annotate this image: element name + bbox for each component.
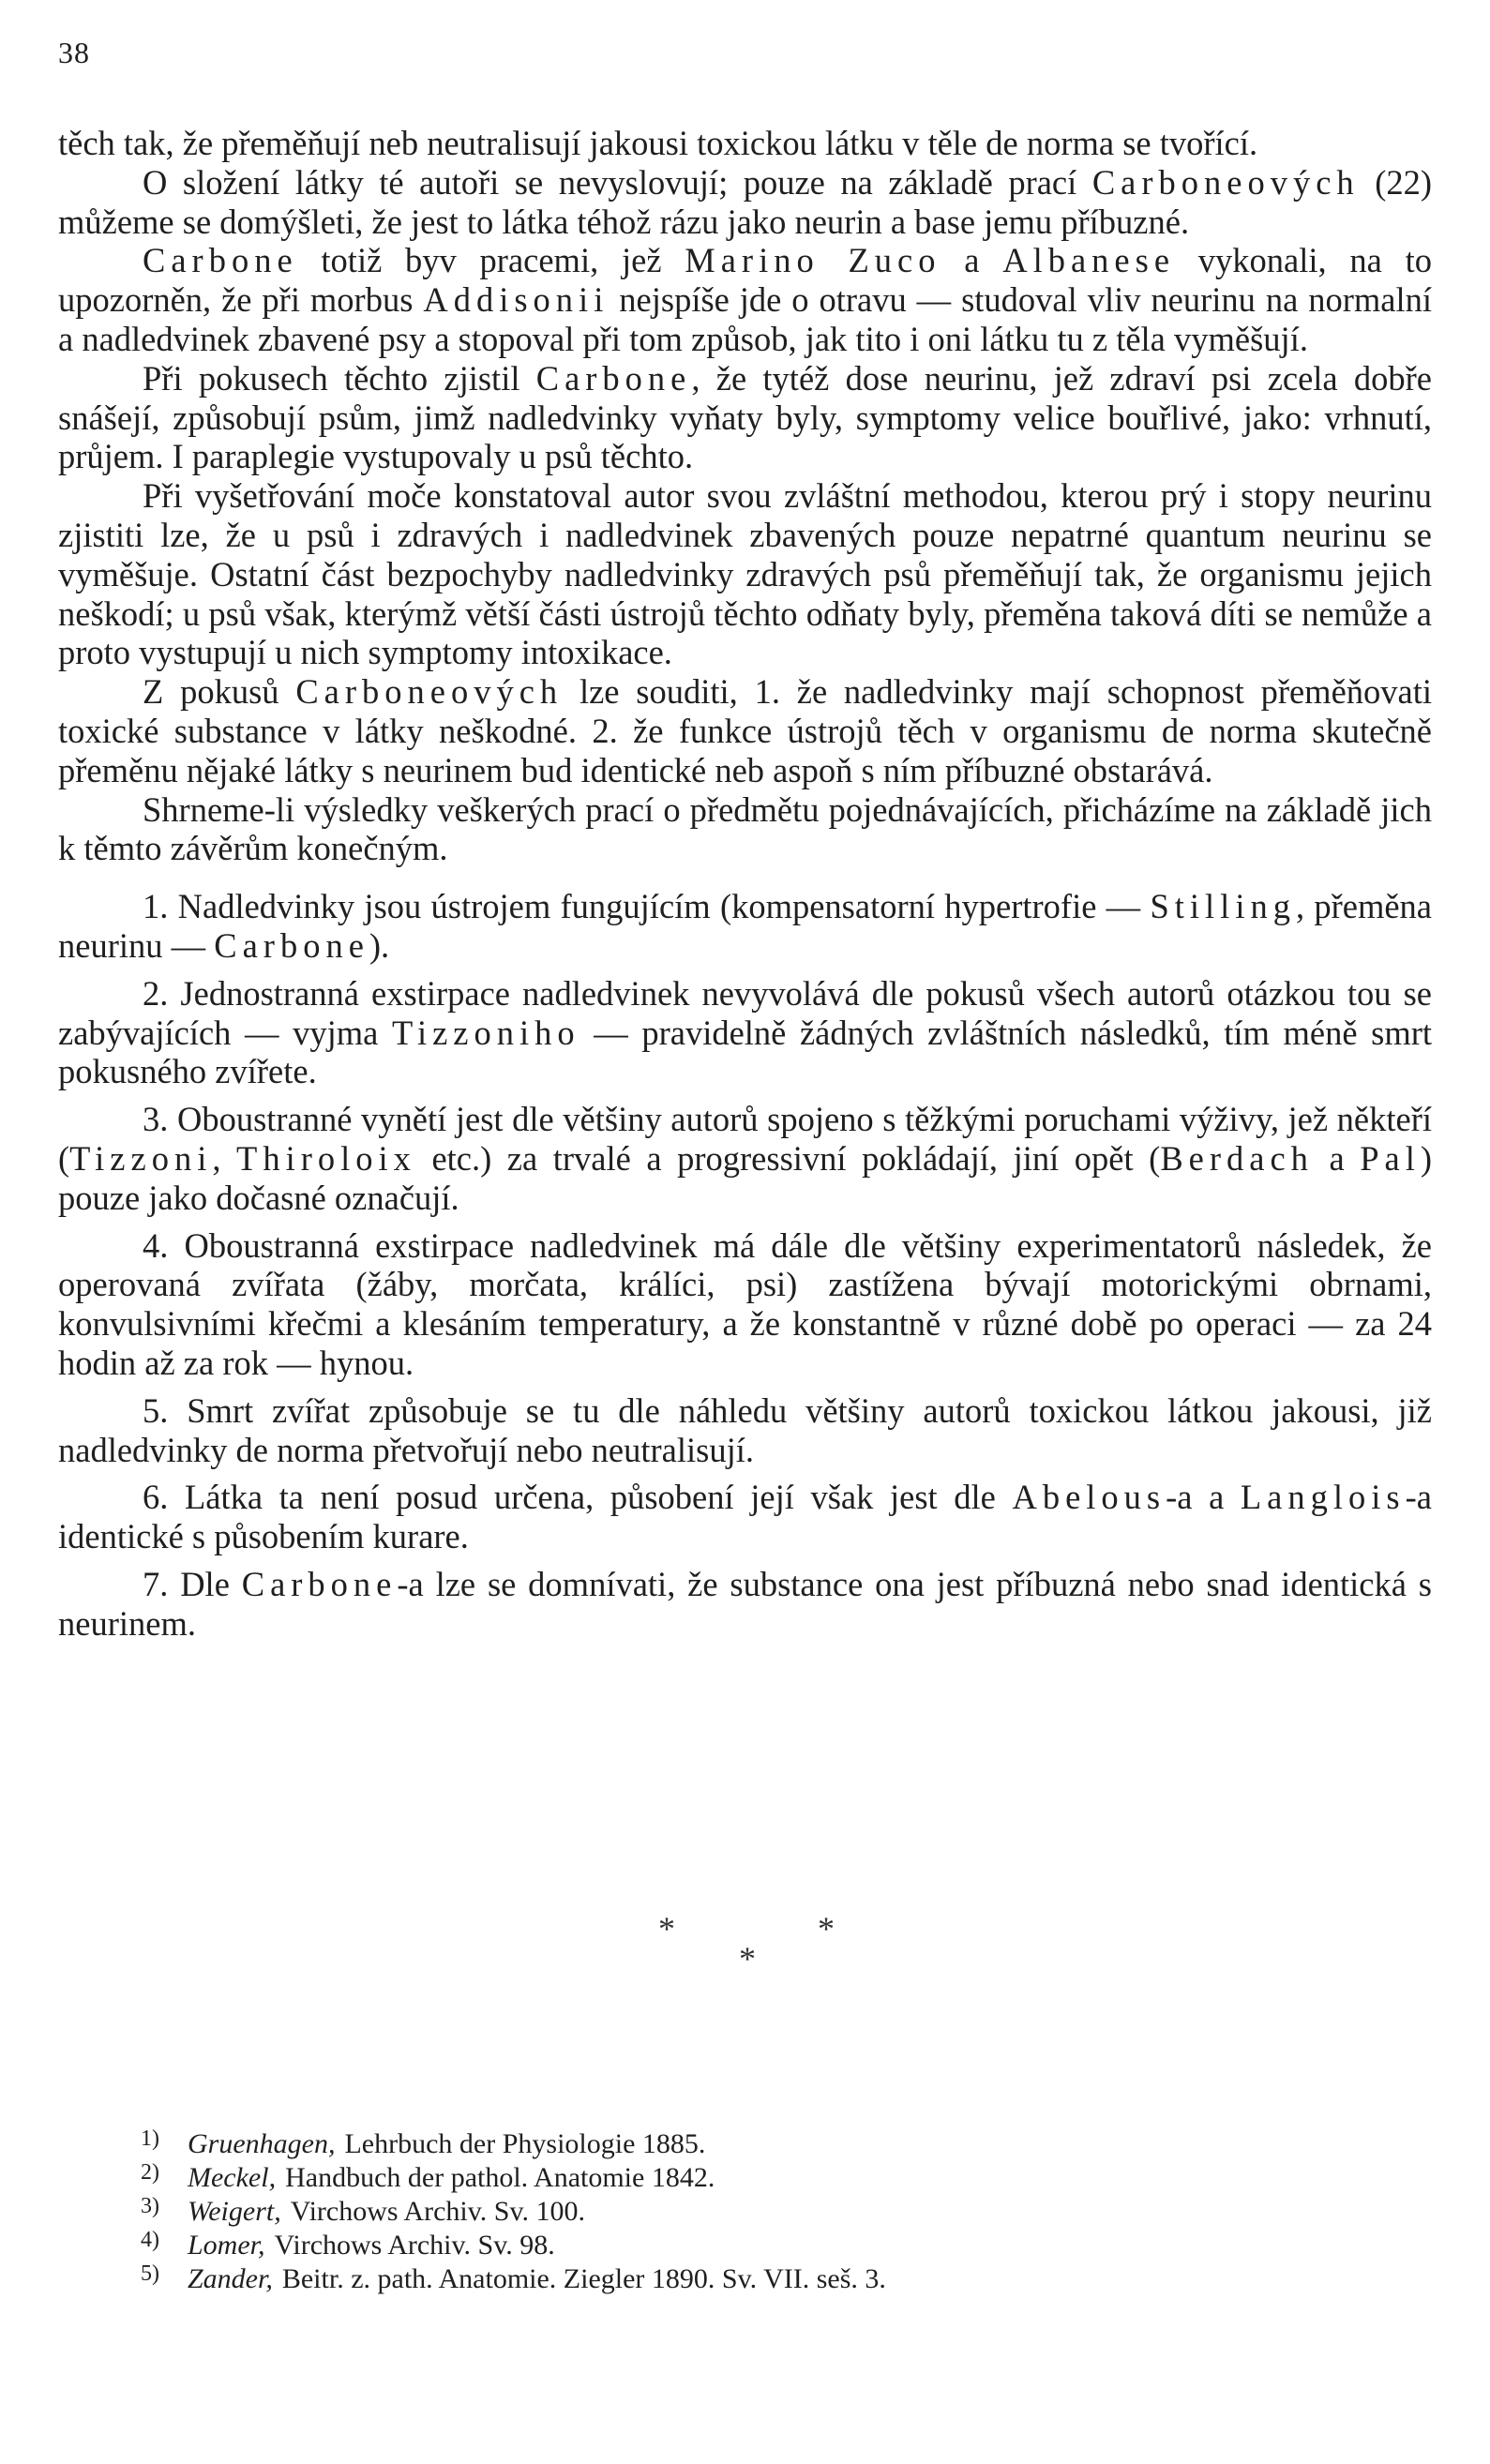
paragraph — [58, 672, 1432, 789]
conclusions-list — [58, 887, 1432, 1643]
text-run: Z pokusů — [143, 672, 296, 712]
list-item — [58, 1478, 1432, 1556]
text-run: a — [941, 241, 1003, 280]
paragraph — [58, 476, 1432, 672]
text-run: 1. Nadledvinky jsou ústrojem fungujícím (kompensatorní hypertrofie — — [143, 887, 1151, 926]
text-run: (22) můžeme se domýšleti, že jest to látka téhož rázu jako neurin a base jemu příbuzné. — [58, 162, 1433, 241]
spaced-name: Carbone — [535, 358, 692, 398]
paragraph — [58, 359, 1432, 476]
footnote-mark: 2) — [141, 2160, 159, 2185]
spaced-name: Langlois — [1240, 1478, 1406, 1517]
section-separator — [638, 1903, 863, 1988]
footnote-text: Lehrbuch der Physiologie 1885. — [344, 2128, 706, 2159]
text-run: -a lze se domnívati, že substance ona jest příbuzná nebo snad identická s neurinem. — [58, 1564, 1432, 1643]
spaced-name: Tizzoniho — [391, 1013, 580, 1052]
text-run: lze souditi, 1. že nadledvinky mají schopnost přeměňovati toxické substance v látky neškodné. 2. že funkce ústrojů těch v organismu de norma skutečně přeměnu nějaké látky s neurinem bud identické neb aspoň s ním příbuzné obstarává. — [58, 672, 1433, 789]
text-run: 6. Látka ta není posud určena, působení její však jest dle — [143, 1478, 1013, 1517]
footnote-mark: 3) — [141, 2194, 159, 2218]
footnote-text: Virchows Archiv. Sv. 100. — [290, 2196, 586, 2227]
paragraph — [58, 241, 1432, 358]
list-item — [58, 1100, 1432, 1217]
text-run: nejspíše jde o otravu — studoval vliv neurinu na normalní a nadledvinek zbavené psy a stopoval při tom způsob, jak tito i oni látku tu z těla vyměšují. — [58, 280, 1432, 358]
list-item — [58, 887, 1432, 966]
spaced-name: Carboneových — [295, 672, 564, 712]
footnote-text: Virchows Archiv. Sv. 98. — [274, 2230, 555, 2261]
spaced-name: Carbone — [241, 1564, 398, 1603]
text-run: a — [1313, 1138, 1361, 1178]
footnote-author: Lomer, — [188, 2230, 265, 2261]
footnote — [141, 2196, 1360, 2230]
text-run: 3. Oboustranné vynětí jest dle většiny autorů spojeno s těžkými poruchami výživy, jež někteří ( — [58, 1100, 1432, 1178]
footnotes — [141, 2128, 1360, 2297]
footnote-mark: 1) — [141, 2126, 159, 2151]
paragraph — [58, 124, 1432, 163]
page-number: 38 — [58, 36, 90, 69]
footnote — [141, 2263, 1360, 2297]
text-run: 4. Oboustranná exstirpace nadledvinek má dále dle většiny experimentatorů následek, že operovaná zvířata (žáby, morčata, králíci, psi) zastížena bývají motorickými obrnami, konvulsivními křečmi a klesáním temperatury, a že konstantně v různé době po operaci — za 24 hodin až za rok — hynou. — [58, 1225, 1432, 1382]
text-run: Při pokusech těchto zjistil — [143, 358, 536, 398]
list-item — [58, 974, 1432, 1091]
paragraph — [58, 790, 1432, 869]
spaced-name: Berdach — [1160, 1138, 1314, 1178]
footnote-mark: 4) — [141, 2228, 159, 2252]
footnote-author: Meckel, — [188, 2162, 277, 2193]
list-item — [58, 1565, 1432, 1644]
separator-star: * — [818, 1910, 835, 1947]
separator-star: * — [739, 1940, 756, 1977]
footnote — [141, 2128, 1360, 2162]
text-run: , že tytéž dose neurinu, jež zdraví psi zcela dobře snášejí, způsobují psům, jimž nadledvinky vyňaty byly, symptomy velice bouřlivé, jako: vrhnutí, průjem. I paraplegie vystupovaly u psů těchto. — [58, 358, 1432, 476]
spaced-name: Stilling — [1150, 887, 1296, 926]
text-run: -a a — [1166, 1478, 1241, 1517]
text-run: 5. Smrt zvířat způsobuje se tu dle náhledu většiny autorů toxickou látkou jakousi, již nadledvinky de norma přetvořují nebo neutralisují. — [58, 1390, 1432, 1469]
text-run: -a identické s působením kurare. — [58, 1478, 1432, 1556]
text-run: , přeměna neurinu — — [58, 887, 1432, 965]
spaced-name: Thiroloix — [236, 1138, 416, 1178]
text-run: 7. Dle — [143, 1564, 242, 1603]
paragraph — [58, 163, 1432, 242]
spaced-name: Abelous — [1012, 1478, 1166, 1517]
spaced-name: Carboneových — [1091, 162, 1360, 202]
text-run: Při vyšetřování moče konstatoval autor svou zvláštní methodou, kterou prý i stopy neurinu zjistiti lze, že u psů i zdravých i nadledvinek zbavených pouze nepatrné quantum neurinu se vyměšuje. Ostatní část bezpochyby nadledvinky zdravých psů přeměňují tak, že organismu jejich neškodí; u psů však, kterýmž větší části ústrojů těchto odňaty byly, přeměna taková díti se nemůže a proto vystupují u nich symptomy intoxikace. — [58, 476, 1432, 672]
spaced-name: Marino Zuco — [685, 241, 941, 280]
footnote-author: Weigert, — [188, 2196, 281, 2227]
text-run: etc.) za trvalé a progressivní pokládají, jiní opět ( — [415, 1138, 1161, 1178]
list-item — [58, 1391, 1432, 1470]
text-run: ). — [369, 925, 390, 965]
text-run: — pravidelně žádných zvláštních následků, tím méně smrt pokusného zvířete. — [58, 1013, 1432, 1091]
separator-star: * — [658, 1910, 675, 1947]
footnote-text: Beitr. z. path. Anatomie. Ziegler 1890. Sv. VII. seš. 3. — [281, 2263, 886, 2294]
footnote-author: Zander, — [188, 2263, 273, 2294]
footnote-text: Handbuch der pathol. Anatomie 1842. — [285, 2162, 715, 2193]
text-run: 2. Jednostranná exstirpace nadledvinek nevyvolává dle pokusů všech autorů otázkou tou se zabývajících — vyjma — [58, 973, 1432, 1052]
text-run: těch tak, že přeměňují neb neutralisují jakousi toxickou látku v těle de norma se tvořící. — [58, 124, 1258, 162]
footnote-author: Gruenhagen, — [188, 2128, 336, 2159]
footnote — [141, 2230, 1360, 2263]
text-run: , — [212, 1138, 237, 1178]
body-text — [58, 124, 1432, 1651]
text-run: ) pouze jako dočasné označují. — [58, 1138, 1433, 1217]
spaced-name: Albanese — [1002, 241, 1176, 280]
spaced-name: Addisonii — [423, 280, 610, 320]
spaced-name: Carbone — [214, 925, 369, 965]
paragraphs — [58, 124, 1432, 868]
text-run: Shrneme-li výsledky veškerých prací o předmětu pojednávajících, přicházíme na základě jich k těmto závěrům konečným. — [58, 789, 1432, 868]
spaced-name: Tizzoni — [69, 1138, 213, 1178]
spaced-name: Pal — [1360, 1138, 1421, 1178]
footnote-mark: 5) — [141, 2261, 159, 2286]
footnote — [141, 2162, 1360, 2196]
spaced-name: Carbone — [143, 241, 298, 280]
text-run: totiž byv pracemi, jež — [297, 241, 685, 280]
text-run: O složení látky té autoři se nevyslovují; pouze na základě prací — [143, 162, 1092, 202]
list-item — [58, 1226, 1432, 1383]
text-run: vykonali, na to upozorněn, že při morbus — [58, 241, 1433, 320]
